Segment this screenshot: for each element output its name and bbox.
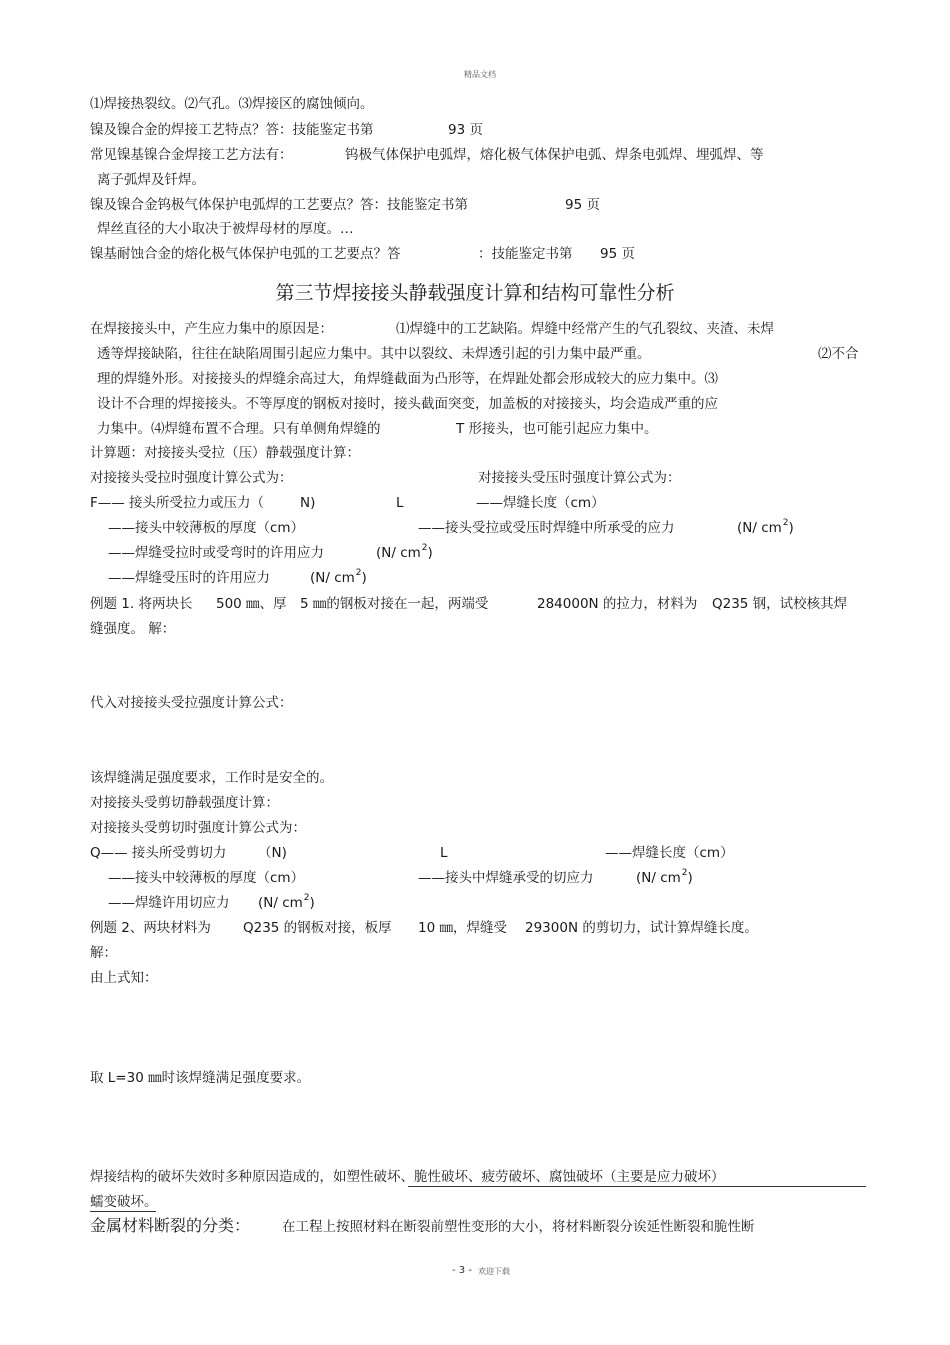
text-line: 95 页 <box>565 197 600 213</box>
text-line: 在工程上按照材料在断裂前塑性变形的大小，将材料断裂分诶延性断裂和脆性断 <box>282 1219 755 1235</box>
text-line <box>376 544 433 564</box>
text-line: 镍及镍合金钨极气体保护电弧焊的工艺要点？答：技能鉴定书第 <box>90 197 468 213</box>
text-line: 10 ㎜，焊缝受 <box>418 920 507 936</box>
text-line: 焊丝直径的大小取决于被焊母材的厚度。… <box>97 221 354 237</box>
text-line: Q235 的钢板对接，板厚 <box>243 920 392 936</box>
text-line: 钨极气体保护电弧焊，熔化极气体保护电弧、焊条电弧焊、埋弧焊、等 <box>345 147 764 163</box>
text-line: 解： <box>90 945 117 961</box>
text-line: L <box>440 845 448 861</box>
text-line: ——接头中焊缝承受的切应力 <box>418 870 594 886</box>
unit-close: ) <box>361 570 367 586</box>
text-line: 例题 2、两块材料为 <box>90 920 211 936</box>
text-line: 镍及镍合金的焊接工艺特点？答：技能鉴定书第 <box>90 122 374 138</box>
text-line: F—— 接头所受拉力或压力（ <box>90 495 265 511</box>
text-line: 常见镍基镍合金焊接工艺方法有： <box>90 147 293 163</box>
text-line <box>636 869 693 889</box>
unit: (N/ cm <box>376 545 421 561</box>
subsection-heading: 金属材料断裂的分类： <box>90 1216 251 1235</box>
section-title: 第三节焊接接头静载强度计算和结构可靠性分析 <box>275 282 675 304</box>
text-line: 蠕变破坏。 <box>90 1194 158 1210</box>
text-line: ：技能鉴定书第 <box>478 246 573 262</box>
text-line: ⑵不合 <box>818 346 859 362</box>
text-line: 镍基耐蚀合金的熔化极气体保护电弧的工艺要点？答 <box>90 246 401 262</box>
text-line <box>737 519 794 539</box>
text-line: 500 ㎜、厚 <box>216 596 287 612</box>
text-line: （N) <box>258 845 287 861</box>
unit: (N/ cm <box>310 570 355 586</box>
superscript: 2 <box>355 568 362 578</box>
underline <box>90 1211 156 1212</box>
text-line: 95 页 <box>600 246 635 262</box>
text-line <box>310 569 367 589</box>
text-line: 对接接头受压时强度计算公式为： <box>478 470 681 486</box>
page-number: - 3 - <box>452 1265 472 1276</box>
underline <box>408 1186 866 1187</box>
text-line: 93 页 <box>448 122 483 138</box>
text-line: ——接头受拉或受压时焊缝中所承受的应力 <box>418 520 675 536</box>
unit-close: ) <box>427 545 433 561</box>
text-line: 力集中。⑷焊缝布置不合理。只有单侧角焊缝的 <box>97 421 381 437</box>
text-line: ——焊缝长度（cm） <box>476 495 605 511</box>
text-line: Q235 钢，试校核其焊 <box>712 596 848 612</box>
text-line: 5 ㎜的钢板对接在一起，两端受 <box>300 596 489 612</box>
unit-close: ) <box>788 520 794 536</box>
text-line: ——焊缝受压时的许用应力 <box>108 570 270 586</box>
text-line: Q—— 接头所受剪切力 <box>90 845 227 861</box>
text-line: 透等焊接缺陷，往往在缺陷周围引起应力集中。其中以裂纹、未焊透引起的引力集中最严重。 <box>97 346 651 362</box>
text-line <box>258 894 315 914</box>
text-line: T 形接头，也可能引起应力集中。 <box>456 421 658 437</box>
text-line: 对接接头受剪切时强度计算公式为： <box>90 820 306 836</box>
text-line: 代入对接接头受拉强度计算公式： <box>90 695 293 711</box>
text-line: 由上式知： <box>90 970 158 986</box>
unit: (N/ cm <box>737 520 782 536</box>
superscript: 2 <box>303 893 310 903</box>
text-line: 缝强度。 解： <box>90 621 176 637</box>
text-line: 计算题：对接接头受拉（压）静载强度计算： <box>90 445 360 461</box>
text-line: ——接头中较薄板的厚度（cm） <box>108 870 305 886</box>
superscript: 2 <box>681 868 688 878</box>
text-line: 例题 1. 将两块长 <box>90 596 193 612</box>
text-line: ——焊缝受拉时或受弯时的许用应力 <box>108 545 324 561</box>
text-line: 离子弧焊及钎焊。 <box>97 172 205 188</box>
text-line: 焊接结构的破坏失效时多种原因造成的，如塑性破坏、脆性破坏、疲劳破坏、腐蚀破坏（主要是应力破坏） <box>90 1169 725 1185</box>
text-line: N) <box>300 495 316 511</box>
superscript: 2 <box>421 543 428 553</box>
unit: (N/ cm <box>636 870 681 886</box>
text-line: 284000N 的拉力，材料为 <box>537 596 698 612</box>
text-line: ——接头中较薄板的厚度（cm） <box>108 520 305 536</box>
superscript: 2 <box>782 518 789 528</box>
text-line: 对接接头受剪切静载强度计算： <box>90 795 279 811</box>
text-line: ⑴焊接热裂纹。⑵气孔。⑶焊接区的腐蚀倾向。 <box>90 96 374 112</box>
header-mark: 精品文档 <box>464 70 496 79</box>
text-line: ——焊缝许用切应力 <box>108 895 230 911</box>
text-line: ⑴焊缝中的工艺缺陷。焊缝中经常产生的气孔裂纹、夹渣、未焊 <box>396 321 774 337</box>
unit: (N/ cm <box>258 895 303 911</box>
text-line: 理的焊缝外形。对接接头的焊缝余高过大，角焊缝截面为凸形等，在焊趾处都会形成较大的应力集中。⑶ <box>97 371 718 387</box>
text-line: 对接接头受拉时强度计算公式为： <box>90 470 293 486</box>
text-line: 取 L=30 ㎜时该焊缝满足强度要求。 <box>90 1070 311 1086</box>
unit-close: ) <box>687 870 693 886</box>
text-line: 在焊接接头中，产生应力集中的原因是： <box>90 321 333 337</box>
footer-note: 欢迎下载 <box>478 1267 510 1276</box>
text-line: 29300N 的剪切力，试计算焊缝长度。 <box>525 920 758 936</box>
unit-close: ) <box>309 895 315 911</box>
text-line: 设计不合理的焊接接头。不等厚度的钢板对接时，接头截面突变，加盖板的对接接头，均会造成严重的应 <box>97 396 718 412</box>
text-line: 该焊缝满足强度要求，工作时是安全的。 <box>90 770 333 786</box>
text-line: ——焊缝长度（cm） <box>605 845 734 861</box>
text-line: L <box>396 495 404 511</box>
